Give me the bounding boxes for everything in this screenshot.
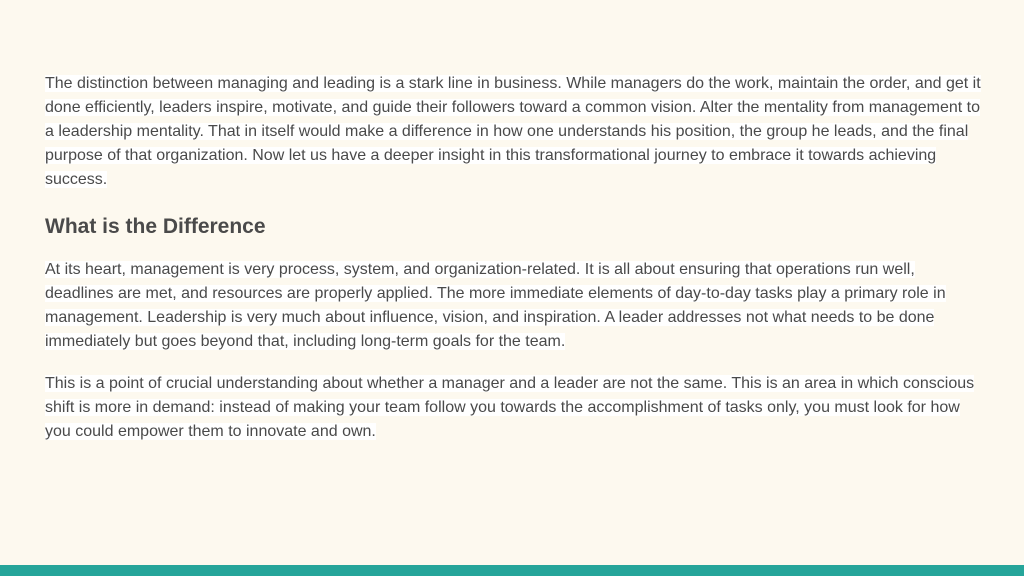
body-paragraph-1 [45,258,985,354]
accent-footer-bar [0,565,1024,576]
body-paragraph-2 [45,372,985,444]
document-body [45,72,985,444]
section-heading: What is the Difference [45,215,266,238]
intro-text: The distinction between managing and leading is a stark line in business. While managers do the work, maintain the order, and get it done efficiently, leaders inspire, motivate, and guide their followers toward a common vision. Alter the mentality from management to a leadership mentality. That in itself would make a difference in how one understands his position, the group he leads, and the final purpose of that organization. Now let us have a deeper insight in this transformational journey to embrace it towards achieving success. [45,75,981,188]
paragraph-2-text: This is a point of crucial understanding about whether a manager and a leader are not the same. This is an area in which conscious shift is more in demand: instead of making your team follow you towards the accomplishment of tasks only, you must look for how you could empower them to innovate and own. [45,375,975,440]
paragraph-1-text: At its heart, management is very process, system, and organization-related. It is all about ensuring that operations run well, deadlines are met, and resources are properly applied. The more immediate elements of day-to-day tasks play a primary role in management. Leadership is very much about influence, vision, and inspiration. A leader addresses not what needs to be done immediately but goes beyond that, including long-term goals for the team. [45,261,946,350]
intro-paragraph [45,72,985,192]
